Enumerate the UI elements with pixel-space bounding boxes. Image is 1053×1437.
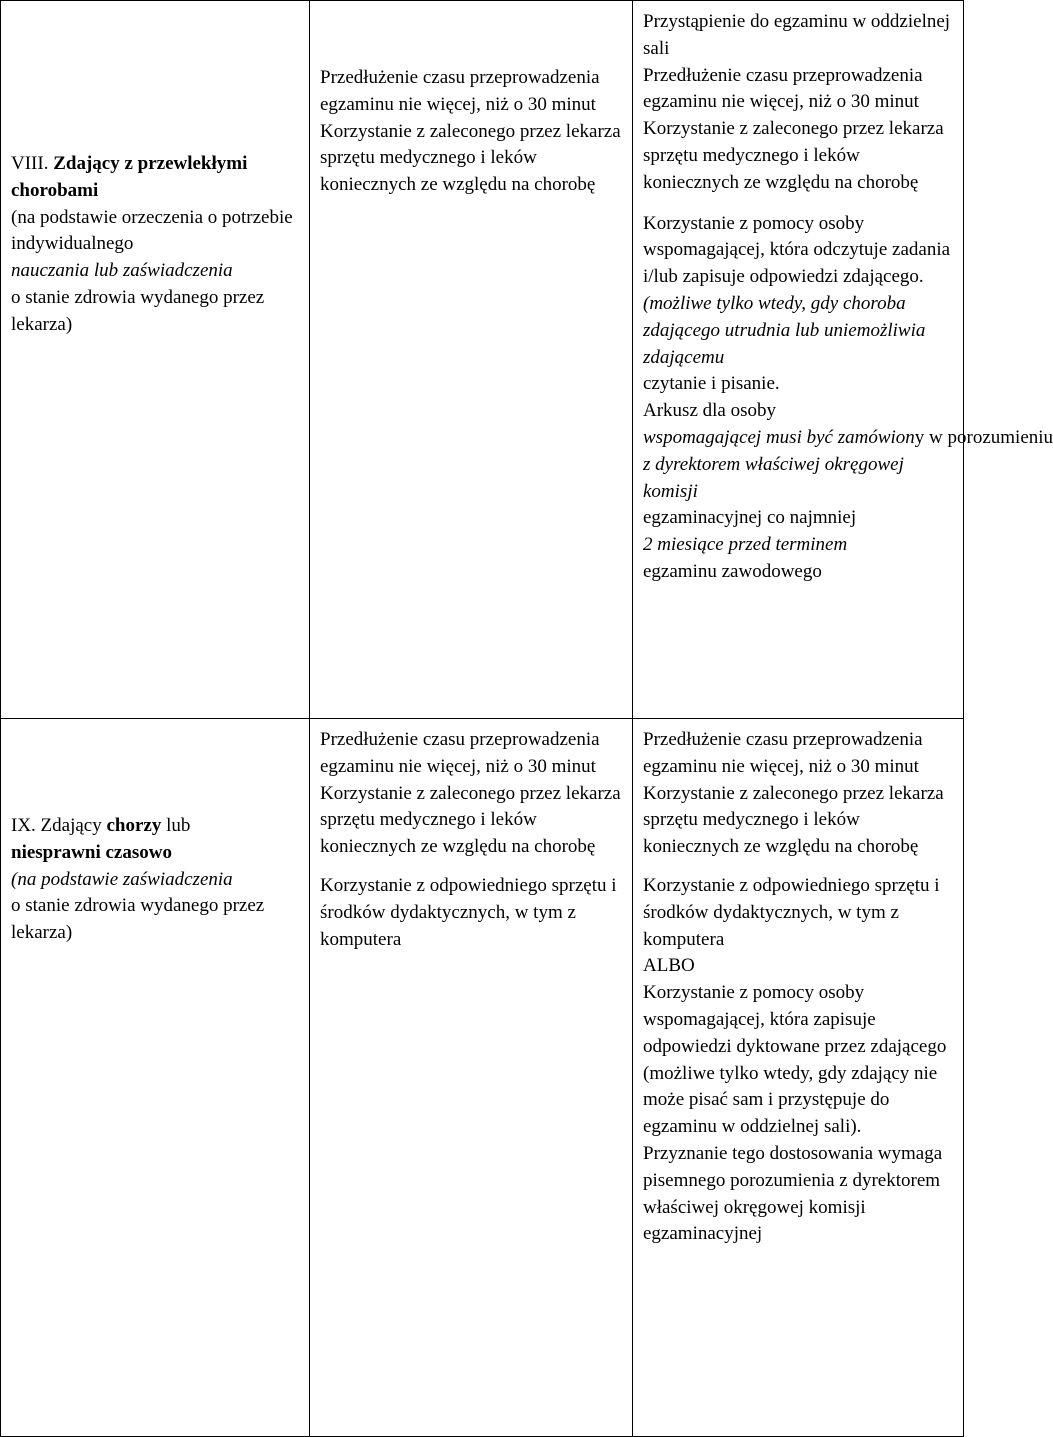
category-number: IX. Zdający: [11, 815, 107, 836]
assistant-sheet: Arkusz dla osoby: [643, 400, 776, 422]
medical-equipment-text: Korzystanie z zaleconego przez lekarza sprzętu medycznego i leków koniecznych ze względu na chorobę: [643, 782, 944, 858]
right-text: [643, 9, 1053, 586]
medical-equipment-text: Korzystanie z zaleconego przez lekarza sprzętu medycznego i leków koniecznych ze względu na chorobę: [643, 118, 944, 193]
medical-equipment-text: Korzystanie z zaleconego przez lekarza sprzętu medycznego i leków koniecznych ze względu na chorobę: [320, 120, 621, 196]
category-title: Zdający z przewlekłymi chorobami: [11, 153, 248, 201]
table-row: [1, 719, 964, 1437]
didactic-equipment-text: Korzystanie z odpowiedniego sprzętu i środków dydaktycznych, w tym z komputera: [643, 874, 940, 950]
assistant-sheet-director: z dyrektorem właściwej okręgowej komisji: [643, 453, 904, 502]
extend-time-text: Przedłużenie czasu przeprowadzenia egzaminu nie więcej, niż o 30 minut: [643, 729, 923, 777]
right-text: [643, 727, 957, 1248]
category-cell: [1, 1, 310, 719]
assistant-sheet-exam: egzaminu zawodowego: [643, 560, 822, 582]
assistant-sheet-commission: egzaminacyjnej co najmniej: [643, 507, 857, 529]
category-text: [11, 151, 299, 339]
category-basis-italic: (na podstawie zaświadczenia: [11, 868, 233, 890]
category-basis: (na podstawie orzeczenia o potrzebie indywidualnego: [11, 206, 293, 255]
assistant-sheet-order: wspomagającej musi być zamówion: [643, 426, 915, 448]
assistant-condition: (możliwe tylko wtedy, gdy choroba zdającego utrudnia lub uniemożliwia zdającemu: [643, 292, 926, 368]
assistant-sheet-deadline: 2 miesiące przed terminem: [643, 534, 848, 556]
category-basis-italic: nauczania lub zaświadczenia: [11, 260, 233, 282]
category-number: VIII.: [11, 153, 54, 174]
middle-text: [320, 727, 626, 953]
extend-time-text: Przedłużenie czasu przeprowadzenia egzaminu nie więcej, niż o 30 minut: [643, 64, 923, 113]
assistant-text: Korzystanie z pomocy osoby wspomagającej, która zapisuje odpowiedzi dyktowane przez zdającego (możliwe tylko wtedy, gdy zdający nie może pisać sam i przystępuje do egzaminu w oddzielnej sali).: [643, 982, 947, 1138]
right-cell: [633, 1, 1053, 719]
category-basis-end: o stanie zdrowia wydanego przez lekarza): [11, 286, 265, 335]
category-text: [11, 813, 299, 947]
separate-room-text: Przystąpienie do egzaminu w oddzielnej sali: [643, 11, 951, 59]
category-title-part2: niesprawni czasowo: [11, 841, 172, 863]
assistant-condition-end: czytanie i pisanie.: [643, 373, 780, 395]
middle-cell: [310, 719, 633, 1437]
alternative-label: ALBO: [643, 955, 695, 977]
category-title-part1: chorzy: [106, 815, 162, 836]
middle-text: [320, 65, 626, 199]
right-cell: [633, 719, 964, 1437]
medical-equipment-text: Korzystanie z zaleconego przez lekarza sprzętu medycznego i leków koniecznych ze względu na chorobę: [320, 782, 621, 858]
category-basis-end: o stanie zdrowia wydanego przez lekarza): [11, 895, 265, 944]
didactic-equipment-text: Korzystanie z odpowiedniego sprzętu i środków dydaktycznych, w tym z komputera: [320, 874, 617, 950]
extend-time-text: Przedłużenie czasu przeprowadzenia egzaminu nie więcej, niż o 30 minut: [320, 67, 600, 115]
category-title-connector: lub: [161, 815, 191, 836]
extend-time-text: Przedłużenie czasu przeprowadzenia egzaminu nie więcej, niż o 30 minut: [320, 729, 600, 777]
assistant-sheet-agreement: y w porozumieniu: [914, 426, 1053, 448]
category-cell: [1, 719, 310, 1437]
table-row: [1, 1, 964, 719]
assistant-text: Korzystanie z pomocy osoby wspomagającej, która odczytuje zadania i/lub zapisuje odpowiedzi zdającego.: [643, 212, 951, 288]
middle-cell: [310, 1, 633, 719]
agreement-text: Przyznanie tego dostosowania wymaga pisemnego porozumienia z dyrektorem właściwej okręgowej komisji egzaminacyjnej: [643, 1142, 943, 1245]
